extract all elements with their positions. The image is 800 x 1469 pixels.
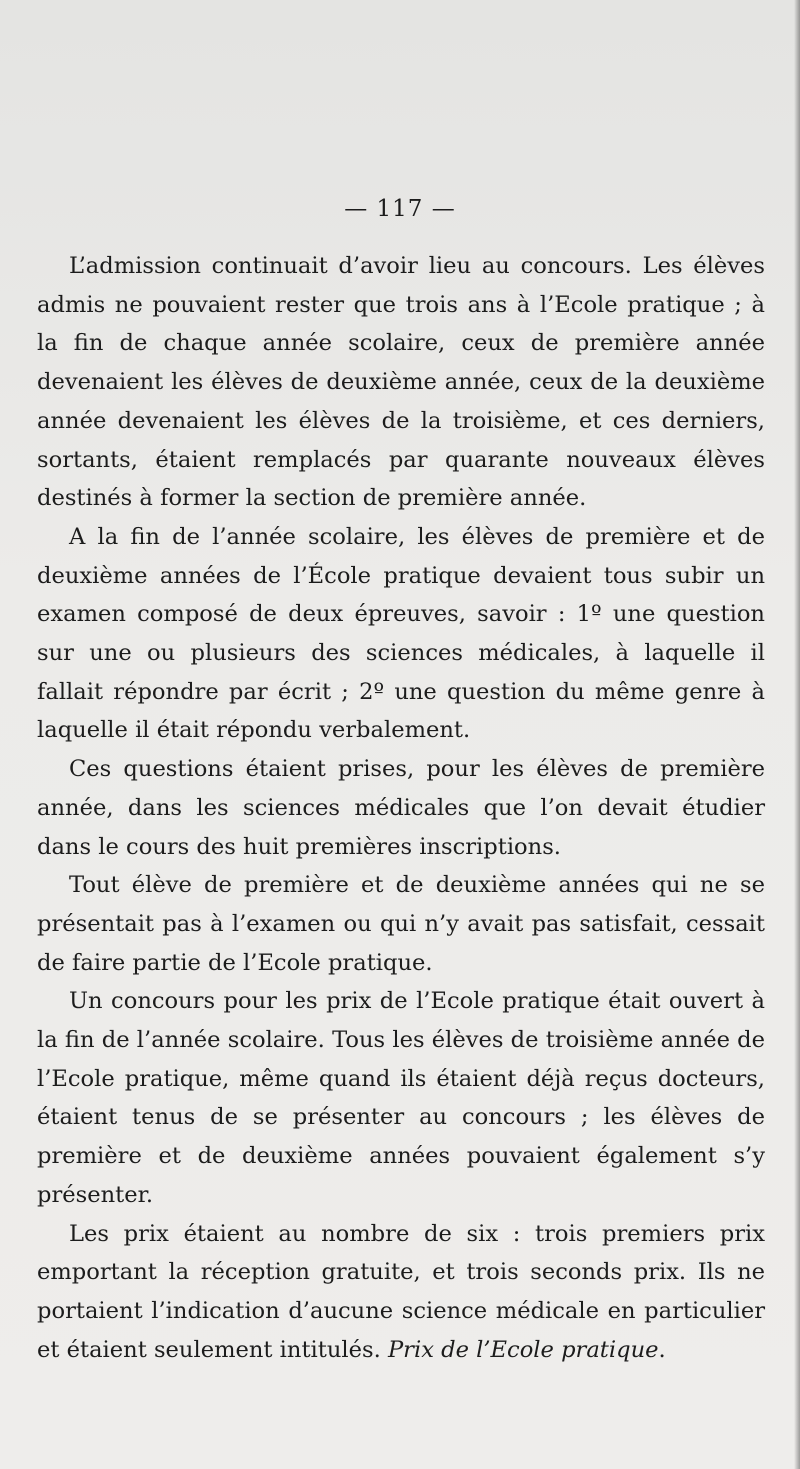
paragraph-questions: Ces questions étaient prises, pour les élèves de première année, dans les sciences médicales que l’on devait étudier dans le cours des huit premières inscriptions. — [37, 756, 765, 860]
paragraph-prix — [37, 1215, 765, 1370]
paragraph-absence: Tout élève de première et de deuxième années qui ne se présentait pas à l’examen ou qui n’y avait pas satisfait, cessait de faire partie de l’Ecole pratique. — [37, 872, 765, 976]
paragraph-examen: A la fin de l’année scolaire, les élèves de première et de deuxième années de l’École pratique devaient tous subir un examen composé de deux épreuves, savoir : 1º une question sur une ou plusieurs des sciences médicales, à laquelle il fallait répondre par écrit ; 2º une question du même genre à laquelle il était répondu verbalement. — [37, 523, 765, 744]
page-number: — 117 — — [344, 196, 456, 222]
paragraph-prix-text: Les prix étaient au nombre de six : trois premiers prix emportant la réception gratuite, et trois seconds prix. Ils ne portaient l’indication d’aucune science médicale en particulier et étaient seulement intitulés. — [37, 1220, 765, 1363]
paragraph-prix-italic: Prix de l’Ecole pratique — [387, 1336, 659, 1363]
paragraph-admission: L’admission continuait d’avoir lieu au concours. Les élèves admis ne pouvaient rester que trois ans à l’Ecole pratique ; à la fin de chaque année scolaire, ceux de première année devenaient les élèves de deuxième année, ceux de la deuxième année devenaient les élèves de la troisième, et ces derniers, sortants, étaient remplacés par quarante nouveaux élèves destinés à former la section de première année. — [37, 253, 765, 512]
body-text — [37, 247, 765, 1369]
paragraph-prix-end: . — [658, 1336, 666, 1363]
paragraph-concours: Un concours pour les prix de l’Ecole pratique était ouvert à la fin de l’année scolaire. Tous les élèves de troisième année de l’Ecole pratique, même quand ils étaient déjà reçus docteurs, étaient tenus de se présenter au concours ; les élèves de première et de deuxième années pouvaient également s’y présenter. — [37, 988, 765, 1208]
